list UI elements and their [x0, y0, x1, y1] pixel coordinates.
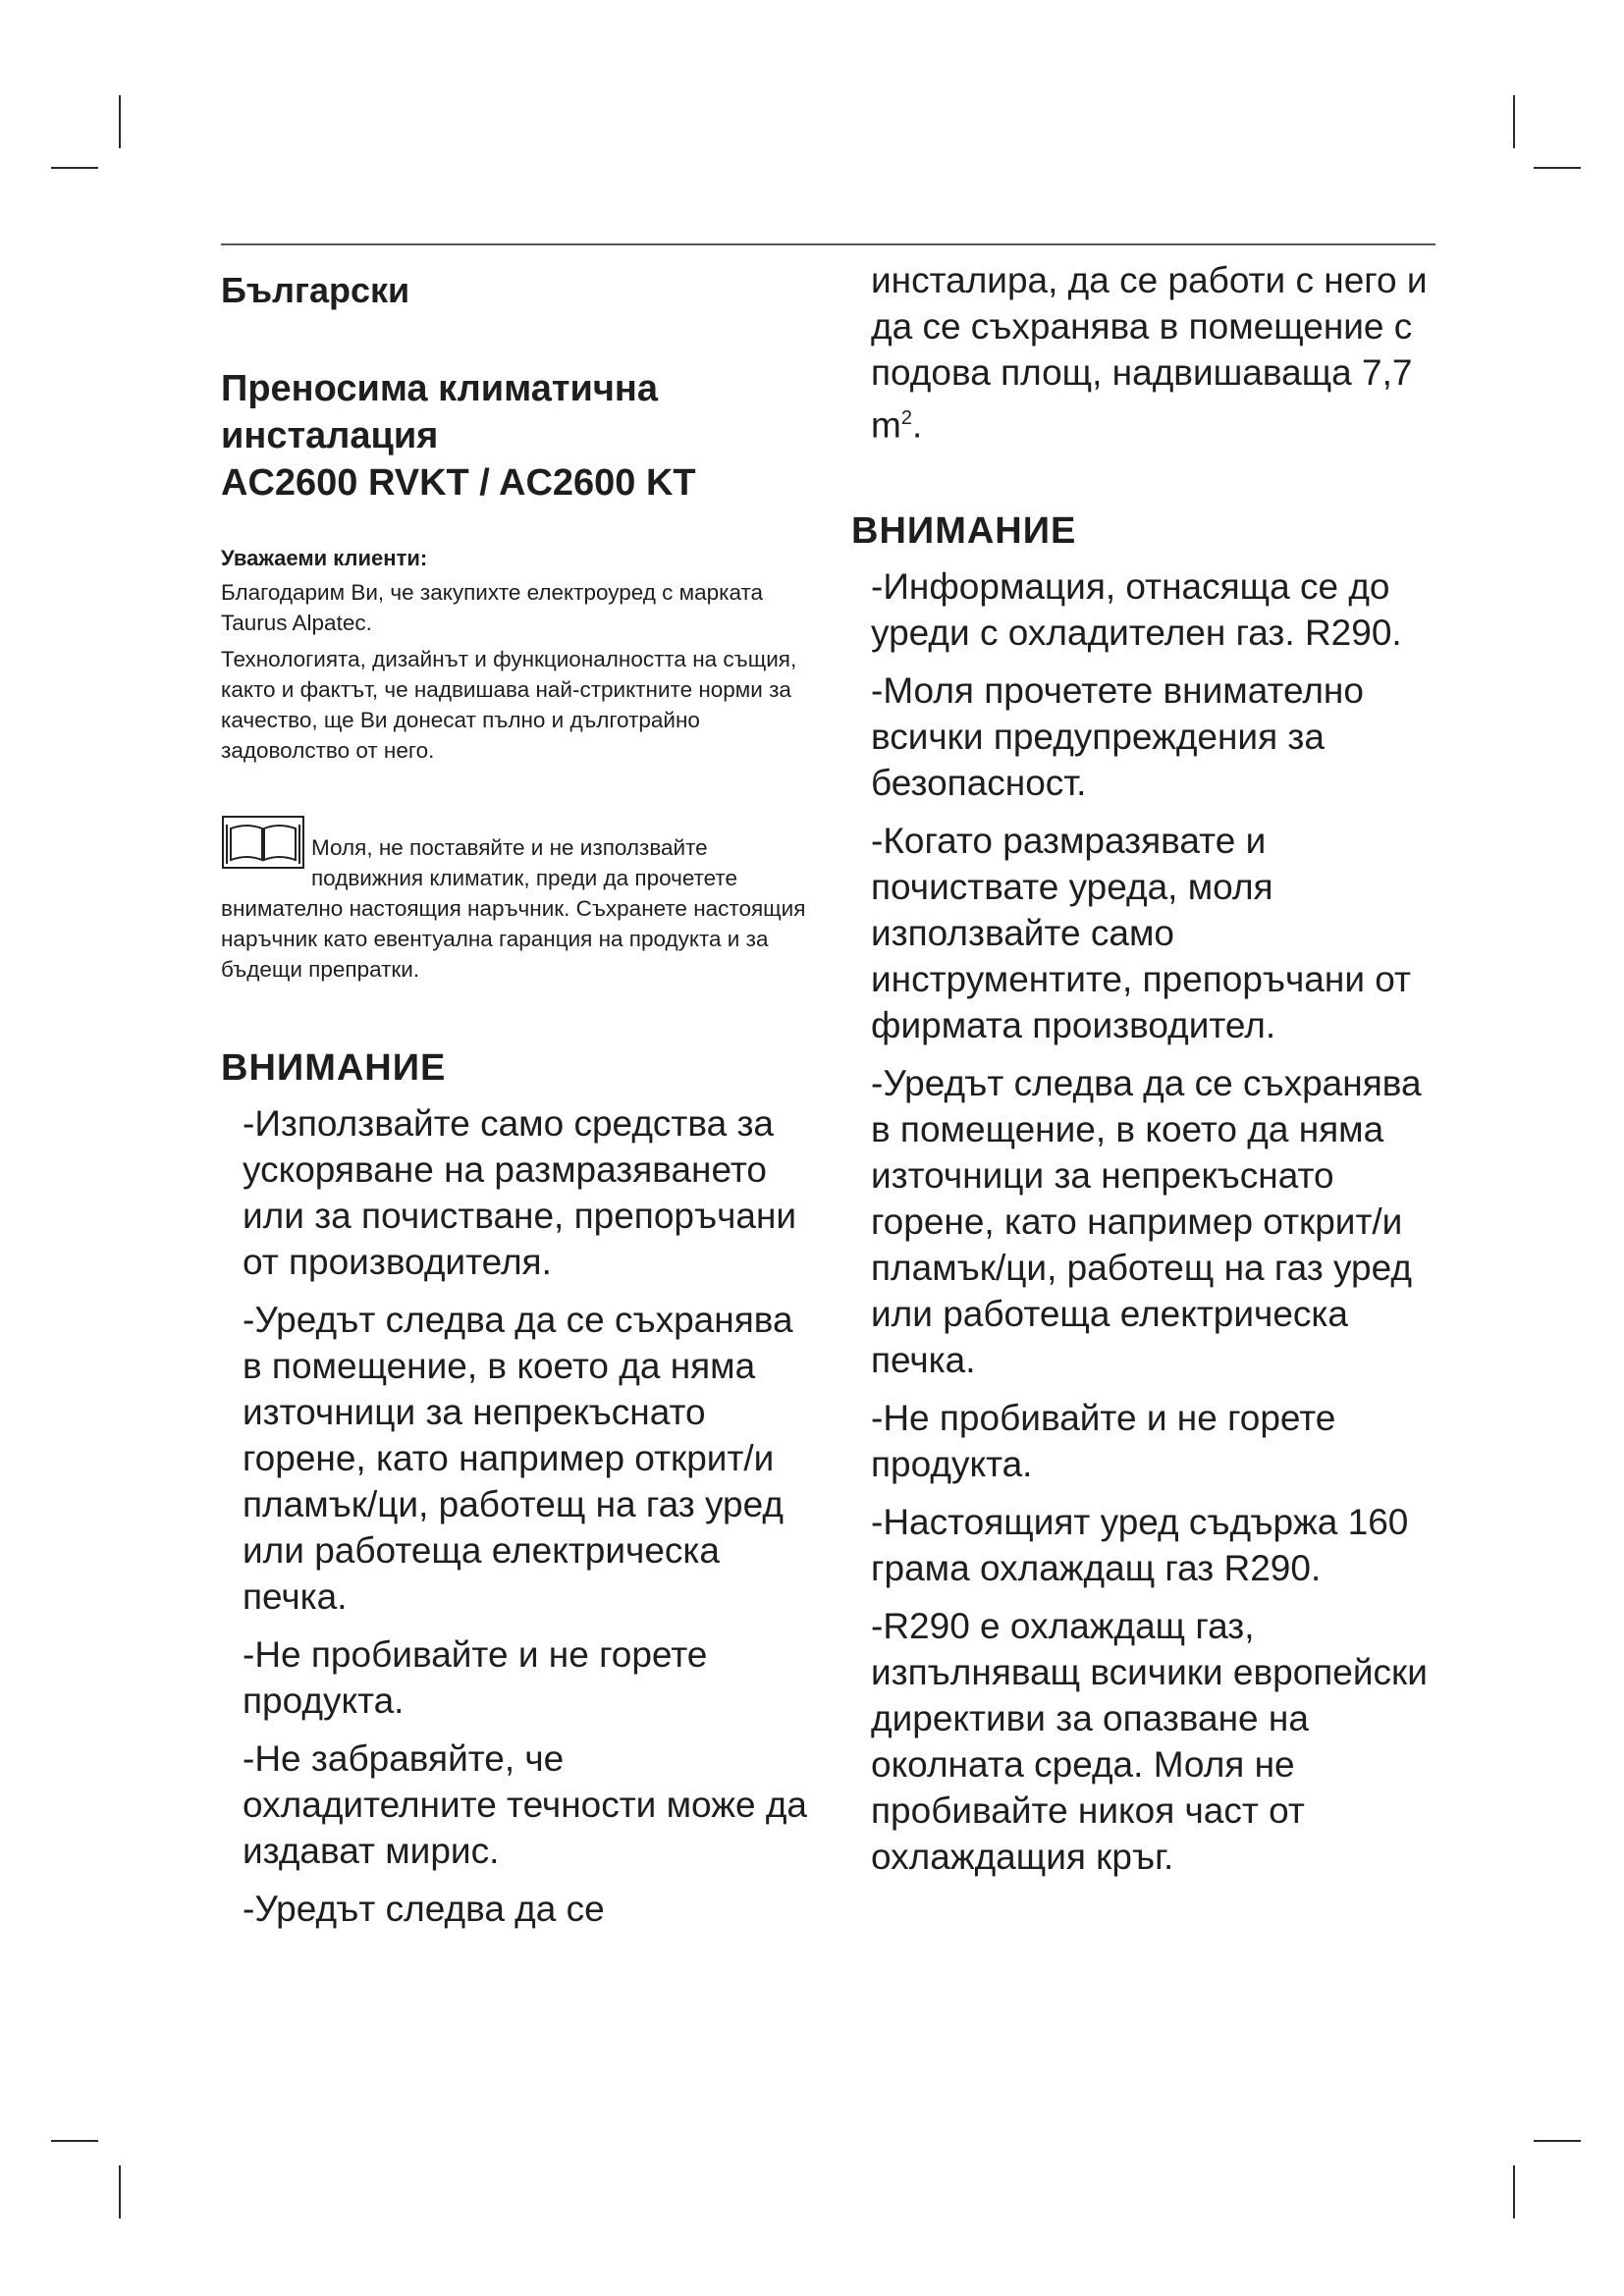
right-warning-item-6: -Настоящият уред съдържа 160 грама охлаждащ газ R290. — [871, 1502, 1409, 1589]
left-warning-heading: ВНИМАНИЕ — [221, 1047, 447, 1089]
crop-mark-top-right-horizontal — [1534, 167, 1581, 169]
continuation-superscript: 2 — [900, 407, 912, 429]
left-warning-item-3: -Не пробивайте и не горете продукта. — [243, 1634, 708, 1721]
manual-note — [221, 811, 810, 985]
left-warning-item-2: -Уредът следва да се съхранява в помещение, в което да няма източници за непрекъснато горене, като например открит/и пламък/ци, работещ на газ уред или работеща електрическа печка. — [243, 1300, 793, 1617]
crop-mark-top-right-vertical — [1513, 95, 1515, 148]
model-name: AC2600 RVKT / AC2600 KT — [221, 462, 696, 504]
manual-note-text: Моля, не поставяйте и не използвайте подвижния климатик, преди да прочетете внимателно настоящия наръчник. Съхранете настоящия наръчник като евентуална гаранция на продукта и за бъдещи препратки. — [221, 835, 806, 982]
crop-mark-bottom-right-vertical — [1513, 2165, 1515, 2218]
left-warning-item-4: -Не забравяйте, че охладителните течности може да издават мирис. — [243, 1738, 807, 1871]
continuation-end: . — [911, 404, 923, 446]
right-warning-item-4: -Уредът следва да се съхранява в помещение, в което да няма източници за непрекъснато горене, като например открит/и пламък/ци, работещ на газ уред или работеща електрическа печка. — [871, 1063, 1422, 1381]
intro-quality: Технологията, дизайнът и функционалността на същия, както и фактът, че надвишава най-стриктните норми за качество, ще Ви донесат пълно и дълготрайно задоволство от него. — [221, 647, 797, 763]
product-title-line2: инсталация — [221, 415, 439, 456]
crop-mark-bottom-left-vertical — [119, 2165, 121, 2218]
open-book-icon — [221, 815, 305, 870]
crop-mark-bottom-right-horizontal — [1534, 2140, 1581, 2142]
right-warning-item-2: -Моля прочетете внимателно всички предупреждения за безопасност. — [871, 670, 1364, 804]
continuation-main: инсталира, да се работи с него и да се съхранява в помещение с подова площ, надвишаваща 7,7 m — [871, 260, 1428, 446]
right-warning-item-5: -Не пробивайте и не горете продукта. — [871, 1398, 1336, 1485]
right-warning-item-7: -R290 е охлаждащ газ, изпълняващ всичики европейски директиви за опазване на околната среда. Моля не пробивайте никоя част от охлаждащия кръг. — [871, 1606, 1428, 1878]
crop-mark-top-left-vertical — [119, 95, 121, 148]
right-warning-item-3: -Когато размразявате и почиствате уреда, моля използвайте само инструментите, препоръчани от фирмата производител. — [871, 821, 1411, 1046]
right-warning-heading: ВНИМАНИЕ — [851, 510, 1077, 553]
left-column — [221, 263, 810, 1944]
language-heading: Български — [221, 270, 410, 310]
continuation-text — [871, 257, 1440, 448]
header-rule — [221, 243, 1435, 245]
product-title — [221, 365, 810, 507]
intro-thanks: Благодарим Ви, че закупихте електроуред с марката Taurus Alpatec. — [221, 580, 764, 635]
left-warning-item-1: -Използвайте само средства за ускоряване на размразяването или за почистване, препоръчани от производителя. — [243, 1103, 797, 1282]
right-column — [851, 257, 1440, 1892]
left-warning-item-5: -Уредът следва да се — [243, 1889, 605, 1929]
right-warning-item-1: -Информация, отнасяща се до уреди с охладителен газ. R290. — [871, 566, 1402, 654]
crop-mark-bottom-left-horizontal — [51, 2140, 98, 2142]
crop-mark-top-left-horizontal — [51, 167, 98, 169]
product-title-line1: Преносима климатична — [221, 368, 658, 409]
greeting: Уважаеми клиенти: — [221, 546, 428, 570]
